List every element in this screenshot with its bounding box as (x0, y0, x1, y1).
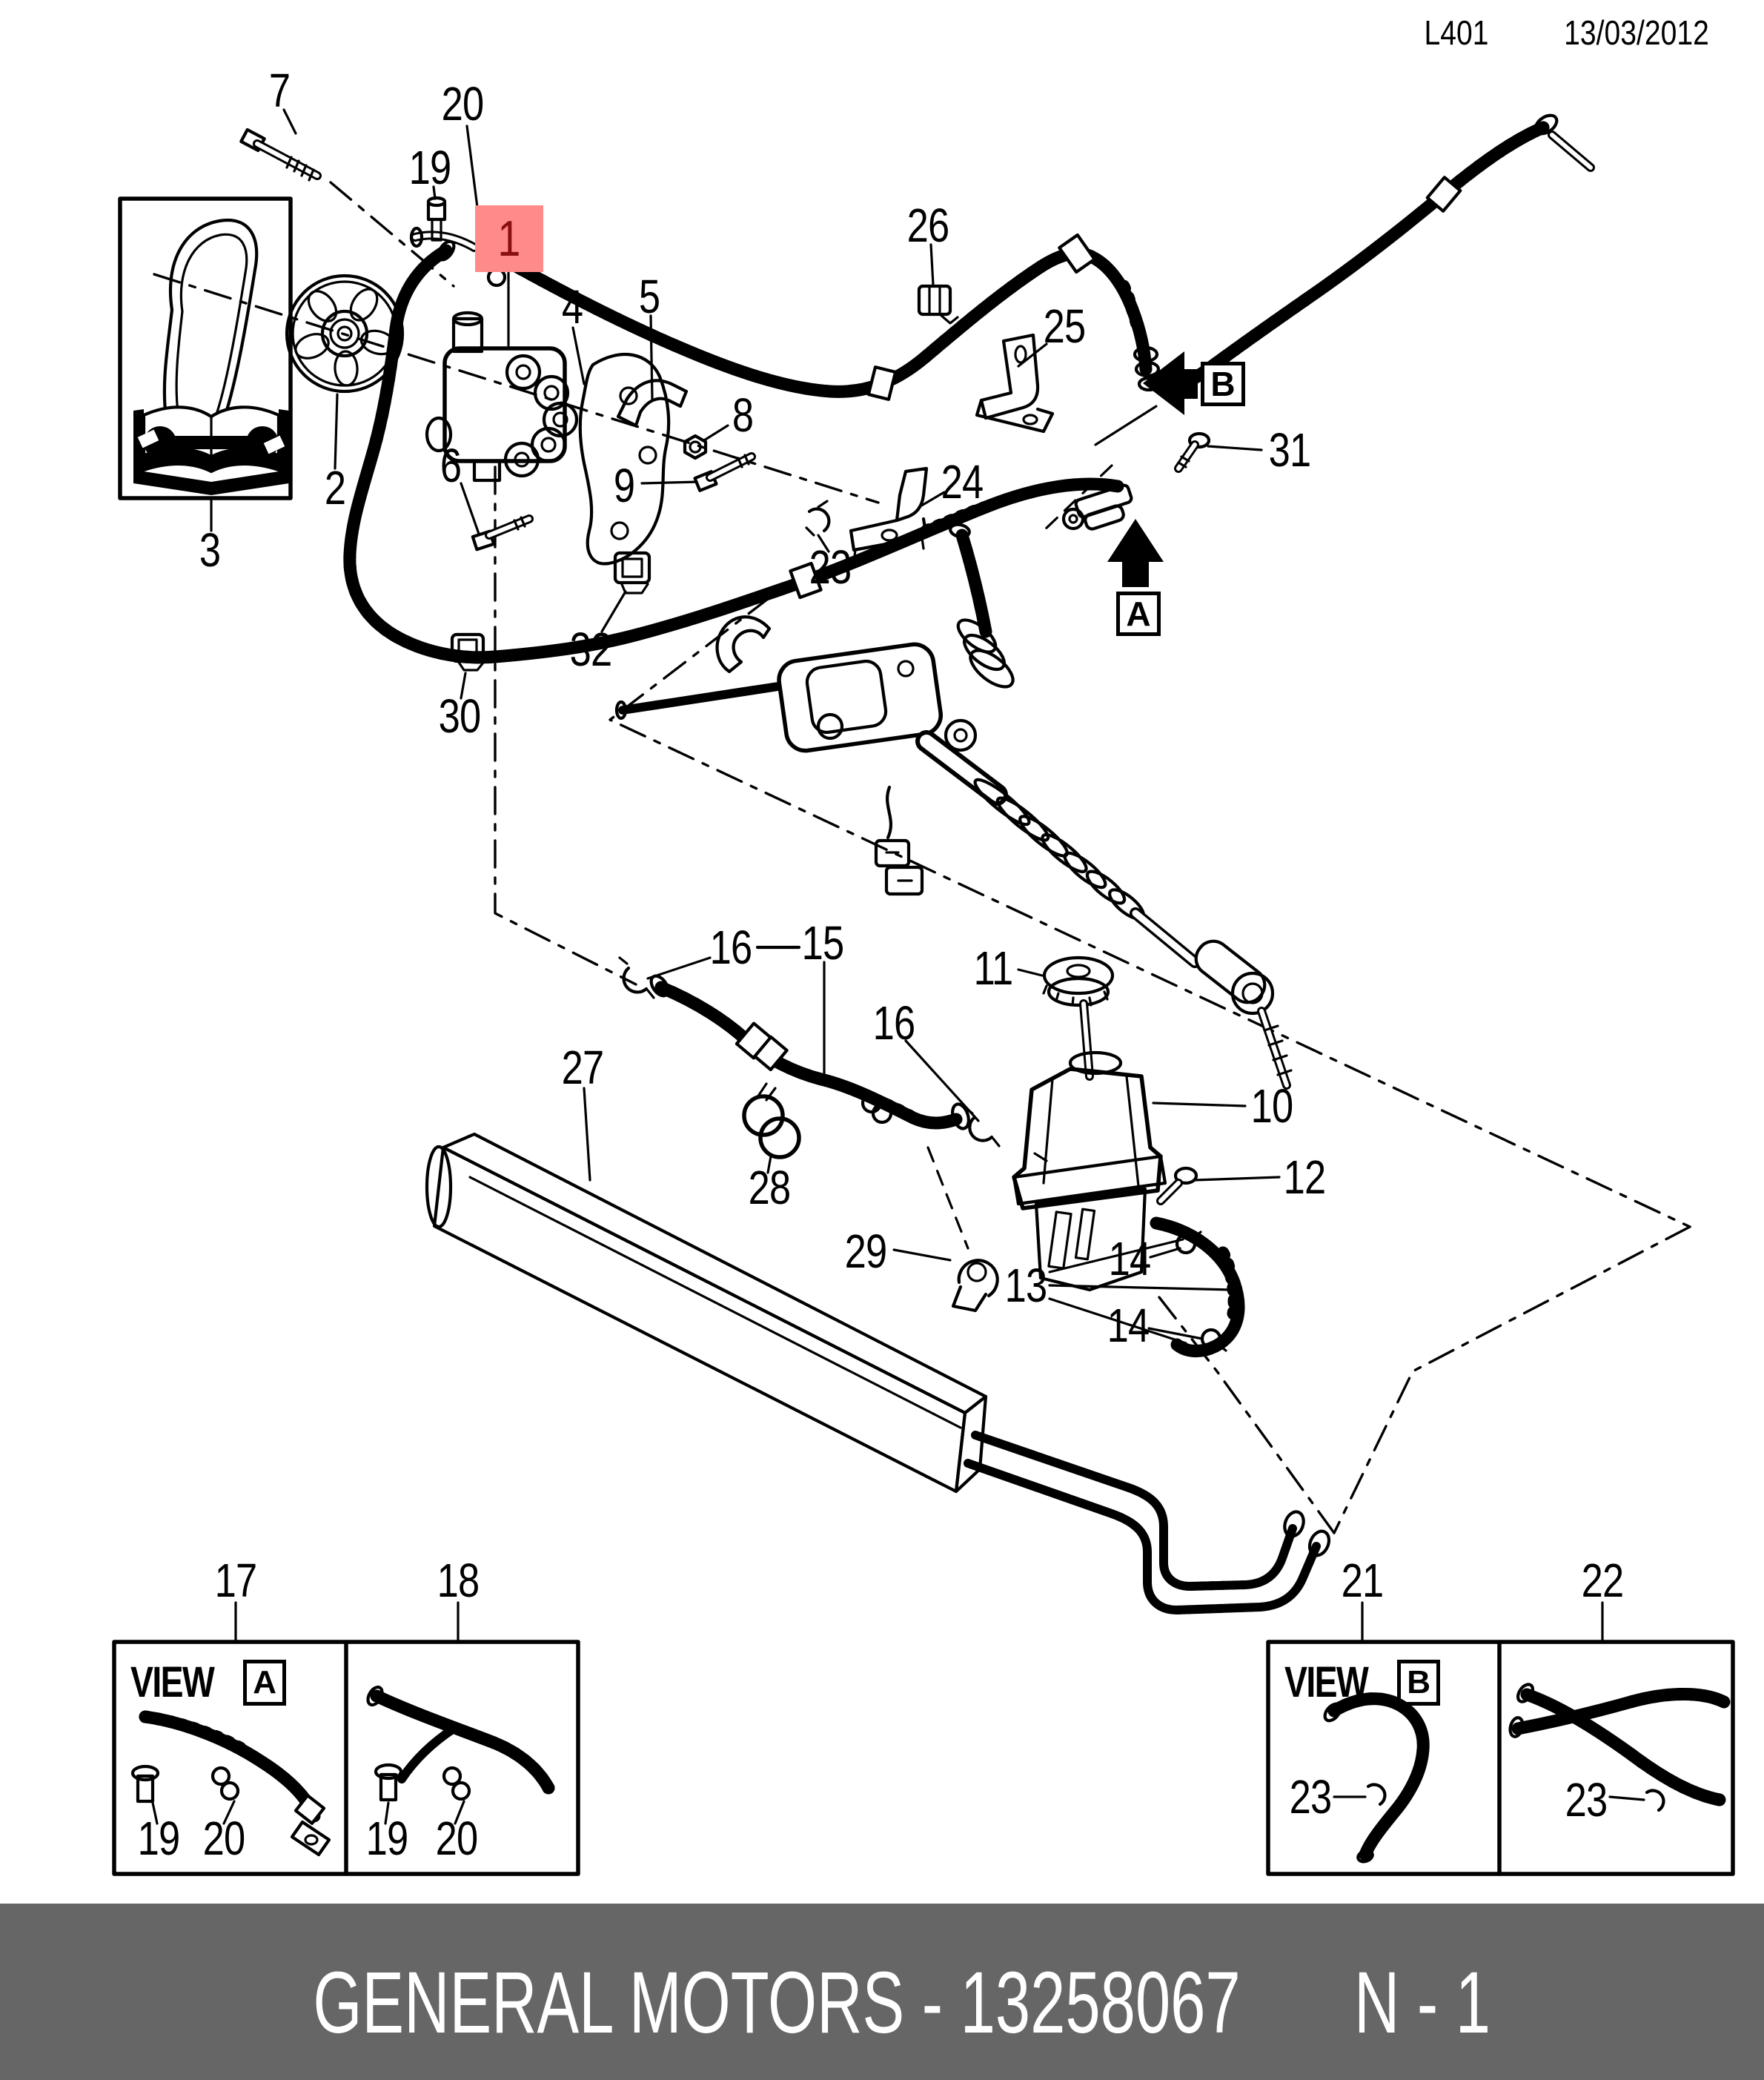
callout-28: 28 (748, 1161, 791, 1214)
callout-17: 17 (214, 1554, 257, 1607)
callout-16a: 16 (709, 921, 752, 974)
view-b-word: VIEW (1284, 1658, 1368, 1706)
belt-kit-box (120, 199, 291, 498)
callout-18: 18 (437, 1554, 480, 1607)
arrow-a-label: A (1116, 592, 1161, 636)
callout-32: 32 (569, 623, 612, 676)
arrow-b-label: B (1201, 362, 1245, 406)
clip-29-drawing (953, 1260, 998, 1311)
callout-9: 9 (613, 459, 635, 512)
callout-12: 12 (1283, 1150, 1326, 1204)
callout-7: 7 (268, 64, 291, 117)
callout-27: 27 (561, 1041, 604, 1094)
view-b-callout-23: 23 (1289, 1770, 1332, 1824)
view-a-word: VIEW (130, 1658, 214, 1706)
callout-26: 26 (906, 199, 949, 252)
callout-23: 23 (809, 540, 852, 594)
document-code: L401 (1424, 13, 1489, 52)
view-a2-callout-20: 20 (435, 1812, 478, 1865)
callout-11: 11 (973, 941, 1013, 995)
view-b-letter-box: B (1397, 1660, 1440, 1706)
view-b2-callout-23: 23 (1565, 1773, 1608, 1826)
callout-3: 3 (199, 523, 221, 577)
callout-24: 24 (941, 455, 984, 509)
view-arrow-a (1107, 519, 1164, 587)
callout-16b: 16 (872, 996, 915, 1050)
bolt-7-drawing (241, 130, 317, 180)
view-a-callout-19: 19 (137, 1812, 180, 1865)
callout-6: 6 (440, 439, 462, 492)
manual-book-icon (133, 407, 289, 495)
cooler-drawing (427, 1134, 986, 1491)
bolt-6-drawing (473, 517, 529, 549)
view-a-title (130, 1657, 286, 1707)
callout-5: 5 (638, 270, 660, 323)
footer-sheet-number: N - 1 (1353, 1954, 1491, 2052)
bolt-9-drawing (695, 455, 752, 491)
view-a-letter-box: A (243, 1660, 286, 1706)
callout-2: 2 (324, 461, 346, 514)
callout-1-label: 1 (497, 211, 521, 267)
highlighted-callout-1 (475, 205, 543, 272)
screw-12-drawing (1161, 1168, 1196, 1201)
view-b-title (1284, 1657, 1440, 1707)
clamp-28-drawing (744, 1084, 799, 1157)
document-date: 13/03/2012 (1564, 13, 1709, 52)
callout-14b: 14 (1107, 1299, 1150, 1352)
callout-10: 10 (1250, 1079, 1293, 1133)
footer-part-number: GENERAL MOTORS - 13258067 (313, 1954, 1241, 2052)
hoses (350, 112, 1591, 1610)
callout-20: 20 (441, 77, 484, 130)
callout-4: 4 (561, 280, 583, 334)
footer-bar (0, 1904, 1764, 2080)
clip-23-drawing (806, 501, 829, 535)
callout-25: 25 (1043, 299, 1086, 353)
callout-19: 19 (408, 141, 451, 194)
callout-14a: 14 (1108, 1232, 1151, 1285)
hose-junction-drawing (1064, 484, 1133, 530)
clip-26-drawing (919, 286, 958, 323)
callout-22: 22 (1581, 1554, 1624, 1607)
callout-8: 8 (732, 388, 754, 442)
view-a2-callout-19: 19 (365, 1812, 408, 1865)
callout-21: 21 (1341, 1554, 1384, 1607)
callout-29: 29 (844, 1225, 887, 1278)
screw-31-drawing (1178, 434, 1209, 468)
callout-13: 13 (1004, 1259, 1047, 1312)
callout-31: 31 (1268, 423, 1311, 477)
callout-15: 15 (801, 916, 844, 970)
view-a-callout-20: 20 (202, 1812, 245, 1865)
callout-30: 30 (438, 689, 481, 743)
leader-lines (153, 110, 1644, 1824)
